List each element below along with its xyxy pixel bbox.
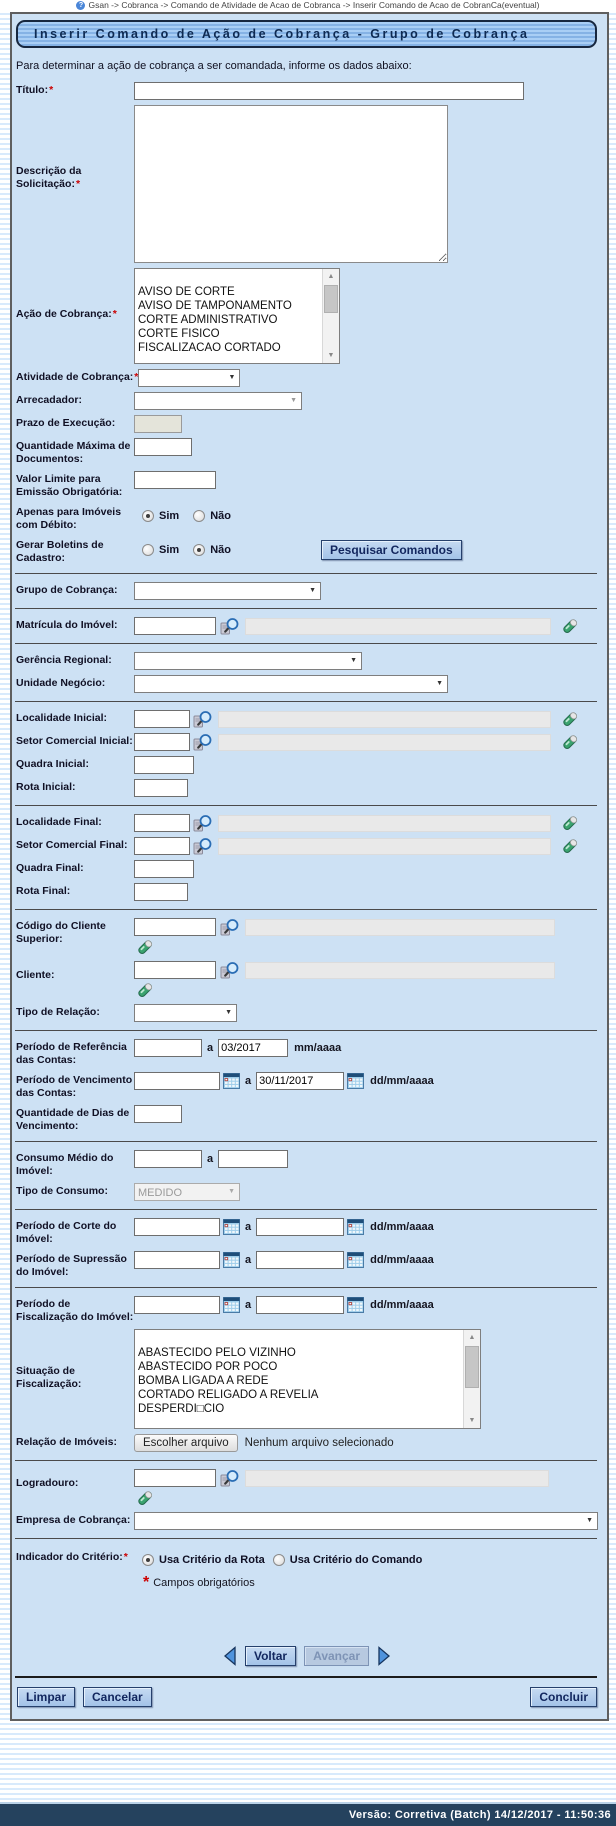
nav-forward-arrow-icon[interactable] [377, 1646, 391, 1666]
list-scrollbar[interactable] [463, 1330, 480, 1428]
consumo-medio-fim-input[interactable] [218, 1150, 288, 1168]
indicador-label: Indicador do Critério: [16, 1551, 123, 1563]
wizard-navigation [13, 1646, 601, 1666]
titulo-input[interactable] [134, 82, 524, 100]
periodo-corte-label: Período de Corte do Imóvel: [16, 1220, 117, 1245]
valor-limite-input[interactable] [134, 471, 216, 489]
radio-label: Não [210, 544, 231, 556]
list-option[interactable]: ABASTECIDO PELO VIZINHO [138, 1347, 296, 1359]
dropdown-arrow-icon: ▼ [350, 657, 357, 664]
tipo-relacao-label: Tipo de Relação: [16, 1006, 100, 1018]
scroll-up-icon[interactable]: ▲ [323, 269, 339, 284]
field-row-periodo-fiscalizacao [13, 1296, 601, 1324]
section-divider [15, 573, 597, 574]
acao-cobranca-list[interactable] [134, 268, 340, 364]
limpar-button[interactable]: Limpar [17, 1687, 75, 1707]
setor-inicial-display [218, 734, 551, 751]
breadcrumb [0, 0, 616, 11]
search-icon[interactable] [220, 1469, 240, 1487]
usa-criterio-comando-radio[interactable] [273, 1554, 285, 1566]
list-option[interactable]: ABASTECIDO POR POCO [138, 1361, 278, 1373]
field-row-quadra-final [13, 860, 601, 878]
field-row-periodo-referencia [13, 1039, 601, 1067]
dropdown-arrow-icon: ▼ [436, 680, 443, 687]
setor-final-display [218, 838, 551, 855]
section-divider [15, 608, 597, 609]
required-marker: * [123, 1551, 128, 1563]
field-row-consumo-medio [13, 1150, 601, 1178]
field-row-indicador [13, 1549, 601, 1569]
format-hint: dd/mm/aaaa [370, 1254, 434, 1266]
version-footer [0, 1802, 616, 1826]
calendar-icon[interactable] [223, 1297, 240, 1313]
eraser-icon[interactable] [136, 1489, 154, 1507]
field-row-relacao-imoveis [13, 1434, 601, 1452]
field-row-gerencia [13, 652, 601, 670]
periodo-referencia-label: Período de Referência das Contas: [16, 1041, 127, 1066]
rota-inicial-label: Rota Inicial: [16, 781, 76, 793]
titulo-label: Título: [16, 84, 49, 96]
file-status-text: Nenhum arquivo selecionado [244, 1437, 394, 1449]
logradouro-label: Logradouro: [16, 1477, 79, 1489]
format-hint: mm/aaaa [294, 1042, 342, 1054]
setor-final-label: Setor Comercial Final: [16, 839, 128, 851]
localidade-final-label: Localidade Final: [16, 816, 102, 828]
field-row-matricula [13, 617, 601, 635]
field-row-descricao [13, 105, 601, 263]
range-separator: a [245, 1299, 252, 1311]
setor-inicial-input[interactable] [134, 733, 190, 751]
field-row-localidade-final [13, 814, 601, 832]
footer-divider [15, 1676, 597, 1678]
field-row-valor-limite [13, 471, 601, 499]
field-row-rota-final [13, 883, 601, 901]
required-note-row [13, 1574, 601, 1592]
concluir-button[interactable]: Concluir [530, 1687, 597, 1707]
required-marker: * [75, 178, 81, 190]
section-divider [15, 1287, 597, 1288]
calendar-icon[interactable] [223, 1073, 240, 1089]
breadcrumb-text: Gsan -> Cobranca -> Comando de Atividade de Acao de Cobranca -> Inserir Comando de Acao de CobranCa(eventual) [88, 0, 540, 10]
nav-back-arrow-icon[interactable] [223, 1646, 237, 1666]
localidade-final-input[interactable] [134, 814, 190, 832]
periodo-corte-inicio-input[interactable] [134, 1218, 220, 1236]
unidade-label: Unidade Negócio: [16, 677, 106, 689]
field-row-empresa [13, 1512, 601, 1530]
format-hint: dd/mm/aaaa [370, 1221, 434, 1233]
eraser-icon[interactable] [561, 837, 579, 855]
scrollbar-thumb[interactable] [465, 1346, 479, 1388]
arrecadador-select[interactable] [134, 392, 302, 410]
relacao-imoveis-label: Relação de Imóveis: [16, 1436, 117, 1448]
cliente-superior-label: Código do Cliente Superior: [16, 920, 106, 945]
cliente-display [245, 962, 555, 979]
field-row-setor-inicial [13, 733, 601, 751]
field-row-periodo-supressao [13, 1251, 601, 1279]
section-divider [15, 643, 597, 644]
prazo-input [134, 415, 182, 433]
periodo-vencimento-inicio-input[interactable] [134, 1072, 220, 1090]
scroll-down-icon[interactable]: ▼ [323, 348, 339, 363]
eraser-icon[interactable] [561, 710, 579, 728]
required-note: Campos obrigatórios [153, 1577, 255, 1589]
qtd-dias-label: Quantidade de Dias de Vencimento: [16, 1107, 130, 1132]
list-option[interactable]: CORTADO RELIGADO A REVELIA [138, 1389, 319, 1401]
quadra-final-input[interactable] [134, 860, 194, 878]
escolher-arquivo-button[interactable]: Escolher arquivo [134, 1434, 238, 1452]
situacao-fiscalizacao-label: Situação de Fiscalização: [16, 1365, 82, 1390]
eraser-icon[interactable] [136, 938, 154, 956]
atividade-label: Atividade de Cobrança: [16, 371, 134, 383]
matricula-display [245, 618, 551, 635]
list-option[interactable]: AVISO DE TAMPONAMENTO [138, 300, 292, 312]
section-divider [15, 805, 597, 806]
field-row-cliente [13, 961, 601, 999]
search-icon[interactable] [220, 961, 240, 979]
range-separator: a [245, 1221, 252, 1233]
search-icon[interactable] [220, 918, 240, 936]
unidade-select[interactable] [134, 675, 448, 693]
field-row-gerar-boletins [13, 537, 601, 565]
search-icon[interactable] [193, 837, 213, 855]
acao-cobranca-label: Ação de Cobrança: [16, 308, 112, 320]
setor-final-input[interactable] [134, 837, 190, 855]
dropdown-arrow-icon: ▼ [309, 587, 316, 594]
apenas-debito-nao-radio[interactable] [193, 510, 205, 522]
eraser-icon[interactable] [561, 814, 579, 832]
qtd-max-label: Quantidade Máxima de Documentos: [16, 440, 131, 465]
field-row-quadra-inicial [13, 756, 601, 774]
empresa-select[interactable] [134, 1512, 598, 1530]
version-text: Versão: Corretiva (Batch) 14/12/2017 - 11:50:36 [348, 1809, 611, 1821]
page-title: Inserir Comando de Ação de Cobrança - Grupo de Cobrança [16, 20, 597, 48]
field-row-localidade-inicial [13, 710, 601, 728]
help-icon[interactable]: ? [76, 1, 85, 10]
grupo-cobranca-label: Grupo de Cobrança: [16, 584, 118, 596]
field-row-logradouro [13, 1469, 601, 1507]
range-separator: a [245, 1075, 252, 1087]
pesquisar-comandos-button[interactable]: Pesquisar Comandos [321, 540, 462, 560]
required-marker: * [143, 1574, 150, 1591]
apenas-debito-sim-radio[interactable] [142, 510, 154, 522]
list-option-blank[interactable] [138, 271, 319, 285]
field-row-unidade [13, 675, 601, 693]
list-option[interactable]: DESPERDI□CIO [138, 1403, 225, 1415]
consumo-medio-label: Consumo Médio do Imóvel: [16, 1152, 114, 1177]
cliente-superior-input[interactable] [134, 918, 216, 936]
tipo-consumo-select [134, 1183, 240, 1201]
rota-final-input[interactable] [134, 883, 188, 901]
quadra-inicial-label: Quadra Inicial: [16, 758, 89, 770]
calendar-icon[interactable] [347, 1219, 364, 1235]
field-row-atividade [13, 369, 601, 387]
gerar-boletins-label: Gerar Boletins de Cadastro: [16, 539, 104, 564]
radio-label: Sim [159, 544, 180, 556]
dropdown-arrow-icon: ▼ [225, 1009, 232, 1016]
field-row-prazo [13, 415, 601, 433]
intro-text: Para determinar a ação de cobrança a ser comandada, informe os dados abaixo: [16, 60, 412, 72]
periodo-fiscalizacao-fim-input[interactable] [256, 1296, 344, 1314]
periodo-supressao-label: Período de Supressão do Imóvel: [16, 1253, 127, 1278]
field-row-arrecadador [13, 392, 601, 410]
cliente-superior-display [245, 919, 555, 936]
field-row-situacao-fiscalizacao [13, 1329, 601, 1429]
rota-final-label: Rota Final: [16, 885, 71, 897]
voltar-button[interactable]: Voltar [245, 1646, 296, 1666]
tipo-consumo-label: Tipo de Consumo: [16, 1185, 108, 1197]
field-row-rota-inicial [13, 779, 601, 797]
periodo-referencia-fim-input[interactable] [218, 1039, 288, 1057]
required-marker: * [134, 371, 139, 383]
section-divider [15, 701, 597, 702]
field-row-apenas-debito [13, 504, 601, 532]
form-panel [10, 12, 609, 1721]
field-row-acao-cobranca [13, 268, 601, 364]
field-row-tipo-relacao [13, 1004, 601, 1022]
range-separator: a [245, 1254, 252, 1266]
localidade-inicial-display [218, 711, 551, 728]
descricao-label: Descrição da Solicitação: [16, 165, 82, 190]
action-buttons-row [13, 1687, 601, 1707]
field-row-grupo-cobranca [13, 582, 601, 600]
calendar-icon[interactable] [347, 1252, 364, 1268]
calendar-icon[interactable] [223, 1219, 240, 1235]
descricao-textarea[interactable] [134, 105, 448, 263]
rota-inicial-input[interactable] [134, 779, 188, 797]
valor-limite-label: Valor Limite para Emissão Obrigatória: [16, 473, 123, 498]
list-option[interactable]: CORTE ADMINISTRATIVO [138, 314, 278, 326]
section-divider [15, 1538, 597, 1539]
field-row-qtd-max [13, 438, 601, 466]
scroll-up-icon[interactable]: ▲ [464, 1330, 480, 1345]
dropdown-arrow-icon: ▼ [228, 374, 236, 381]
section-divider [15, 1209, 597, 1210]
search-icon[interactable] [193, 710, 213, 728]
periodo-fiscalizacao-inicio-input[interactable] [134, 1296, 220, 1314]
field-row-titulo [13, 82, 601, 100]
field-row-qtd-dias [13, 1105, 601, 1133]
dropdown-arrow-icon: ▼ [290, 397, 297, 404]
periodo-supressao-inicio-input[interactable] [134, 1251, 220, 1269]
quadra-final-label: Quadra Final: [16, 862, 84, 874]
quadra-inicial-input[interactable] [134, 756, 194, 774]
radio-label: Usa Critério da Rota [159, 1554, 265, 1566]
radio-label: Usa Critério do Comando [289, 1554, 423, 1566]
format-hint: dd/mm/aaaa [370, 1075, 434, 1087]
list-option[interactable]: BOMBA LIGADA A REDE [138, 1375, 269, 1387]
tipo-relacao-select[interactable] [134, 1004, 237, 1022]
periodo-referencia-inicio-input[interactable] [134, 1039, 202, 1057]
scrollbar-thumb[interactable] [324, 285, 338, 313]
logradouro-display [245, 1470, 549, 1487]
field-row-cliente-superior [13, 918, 601, 956]
search-icon[interactable] [193, 733, 213, 751]
empresa-label: Empresa de Cobrança: [16, 1514, 131, 1526]
radio-label: Não [210, 510, 231, 522]
localidade-final-display [218, 815, 551, 832]
setor-inicial-label: Setor Comercial Inicial: [16, 735, 133, 747]
field-row-tipo-consumo [13, 1183, 601, 1201]
search-icon[interactable] [193, 814, 213, 832]
format-hint: dd/mm/aaaa [370, 1299, 434, 1311]
list-option[interactable]: CORTE FISICO [138, 328, 220, 340]
prazo-label: Prazo de Execução: [16, 417, 116, 429]
list-scrollbar[interactable] [322, 269, 339, 363]
cliente-input[interactable] [134, 961, 216, 979]
dropdown-arrow-icon: ▼ [228, 1188, 235, 1195]
apenas-debito-label: Apenas para Imóveis com Débito: [16, 506, 122, 531]
field-row-setor-final [13, 837, 601, 855]
periodo-corte-fim-input[interactable] [256, 1218, 344, 1236]
cliente-label: Cliente: [16, 969, 55, 981]
section-divider [15, 909, 597, 910]
usa-criterio-rota-radio[interactable] [142, 1554, 154, 1566]
matricula-label: Matrícula do Imóvel: [16, 619, 118, 631]
field-row-periodo-vencimento [13, 1072, 601, 1100]
grupo-cobranca-select[interactable] [134, 582, 321, 600]
required-marker: * [49, 84, 54, 96]
matricula-input[interactable] [134, 617, 216, 635]
localidade-inicial-input[interactable] [134, 710, 190, 728]
avancar-button: Avançar [304, 1646, 369, 1666]
gerar-boletins-nao-radio[interactable] [193, 544, 205, 556]
list-option[interactable]: AVISO DE CORTE [138, 286, 235, 298]
arrecadador-label: Arrecadador: [16, 394, 82, 406]
periodo-vencimento-label: Período de Vencimento das Contas: [16, 1074, 133, 1099]
range-separator: a [207, 1042, 214, 1054]
eraser-icon[interactable] [136, 981, 154, 999]
eraser-icon[interactable] [561, 733, 579, 751]
qtd-max-input[interactable] [134, 438, 192, 456]
scroll-down-icon[interactable]: ▼ [464, 1413, 480, 1428]
periodo-supressao-fim-input[interactable] [256, 1251, 344, 1269]
range-separator: a [207, 1153, 214, 1165]
section-divider [15, 1460, 597, 1461]
list-option-blank[interactable] [138, 1332, 460, 1346]
gerencia-label: Gerência Regional: [16, 654, 112, 666]
situacao-fiscalizacao-list[interactable] [134, 1329, 481, 1429]
gerencia-select[interactable] [134, 652, 362, 670]
gerar-boletins-sim-radio[interactable] [142, 544, 154, 556]
tipo-consumo-value: MEDIDO [138, 1187, 182, 1199]
list-option[interactable]: FISCALIZACAO CORTADO [138, 342, 281, 354]
cancelar-button[interactable]: Cancelar [83, 1687, 152, 1707]
search-icon[interactable] [220, 617, 240, 635]
atividade-select[interactable] [138, 369, 240, 387]
consumo-medio-inicio-input[interactable] [134, 1150, 202, 1168]
section-divider [15, 1030, 597, 1031]
calendar-icon[interactable] [347, 1073, 364, 1089]
calendar-icon[interactable] [347, 1297, 364, 1313]
localidade-inicial-label: Localidade Inicial: [16, 712, 108, 724]
periodo-fiscalizacao-label: Período de Fiscalização do Imóvel: [16, 1298, 134, 1323]
radio-label: Sim [159, 510, 180, 522]
qtd-dias-input[interactable] [134, 1105, 182, 1123]
section-divider [15, 1141, 597, 1142]
periodo-vencimento-fim-input[interactable] [256, 1072, 344, 1090]
field-row-periodo-corte [13, 1218, 601, 1246]
calendar-icon[interactable] [223, 1252, 240, 1268]
required-marker: * [112, 308, 117, 320]
logradouro-input[interactable] [134, 1469, 216, 1487]
eraser-icon[interactable] [561, 617, 579, 635]
dropdown-arrow-icon: ▼ [586, 1517, 593, 1524]
